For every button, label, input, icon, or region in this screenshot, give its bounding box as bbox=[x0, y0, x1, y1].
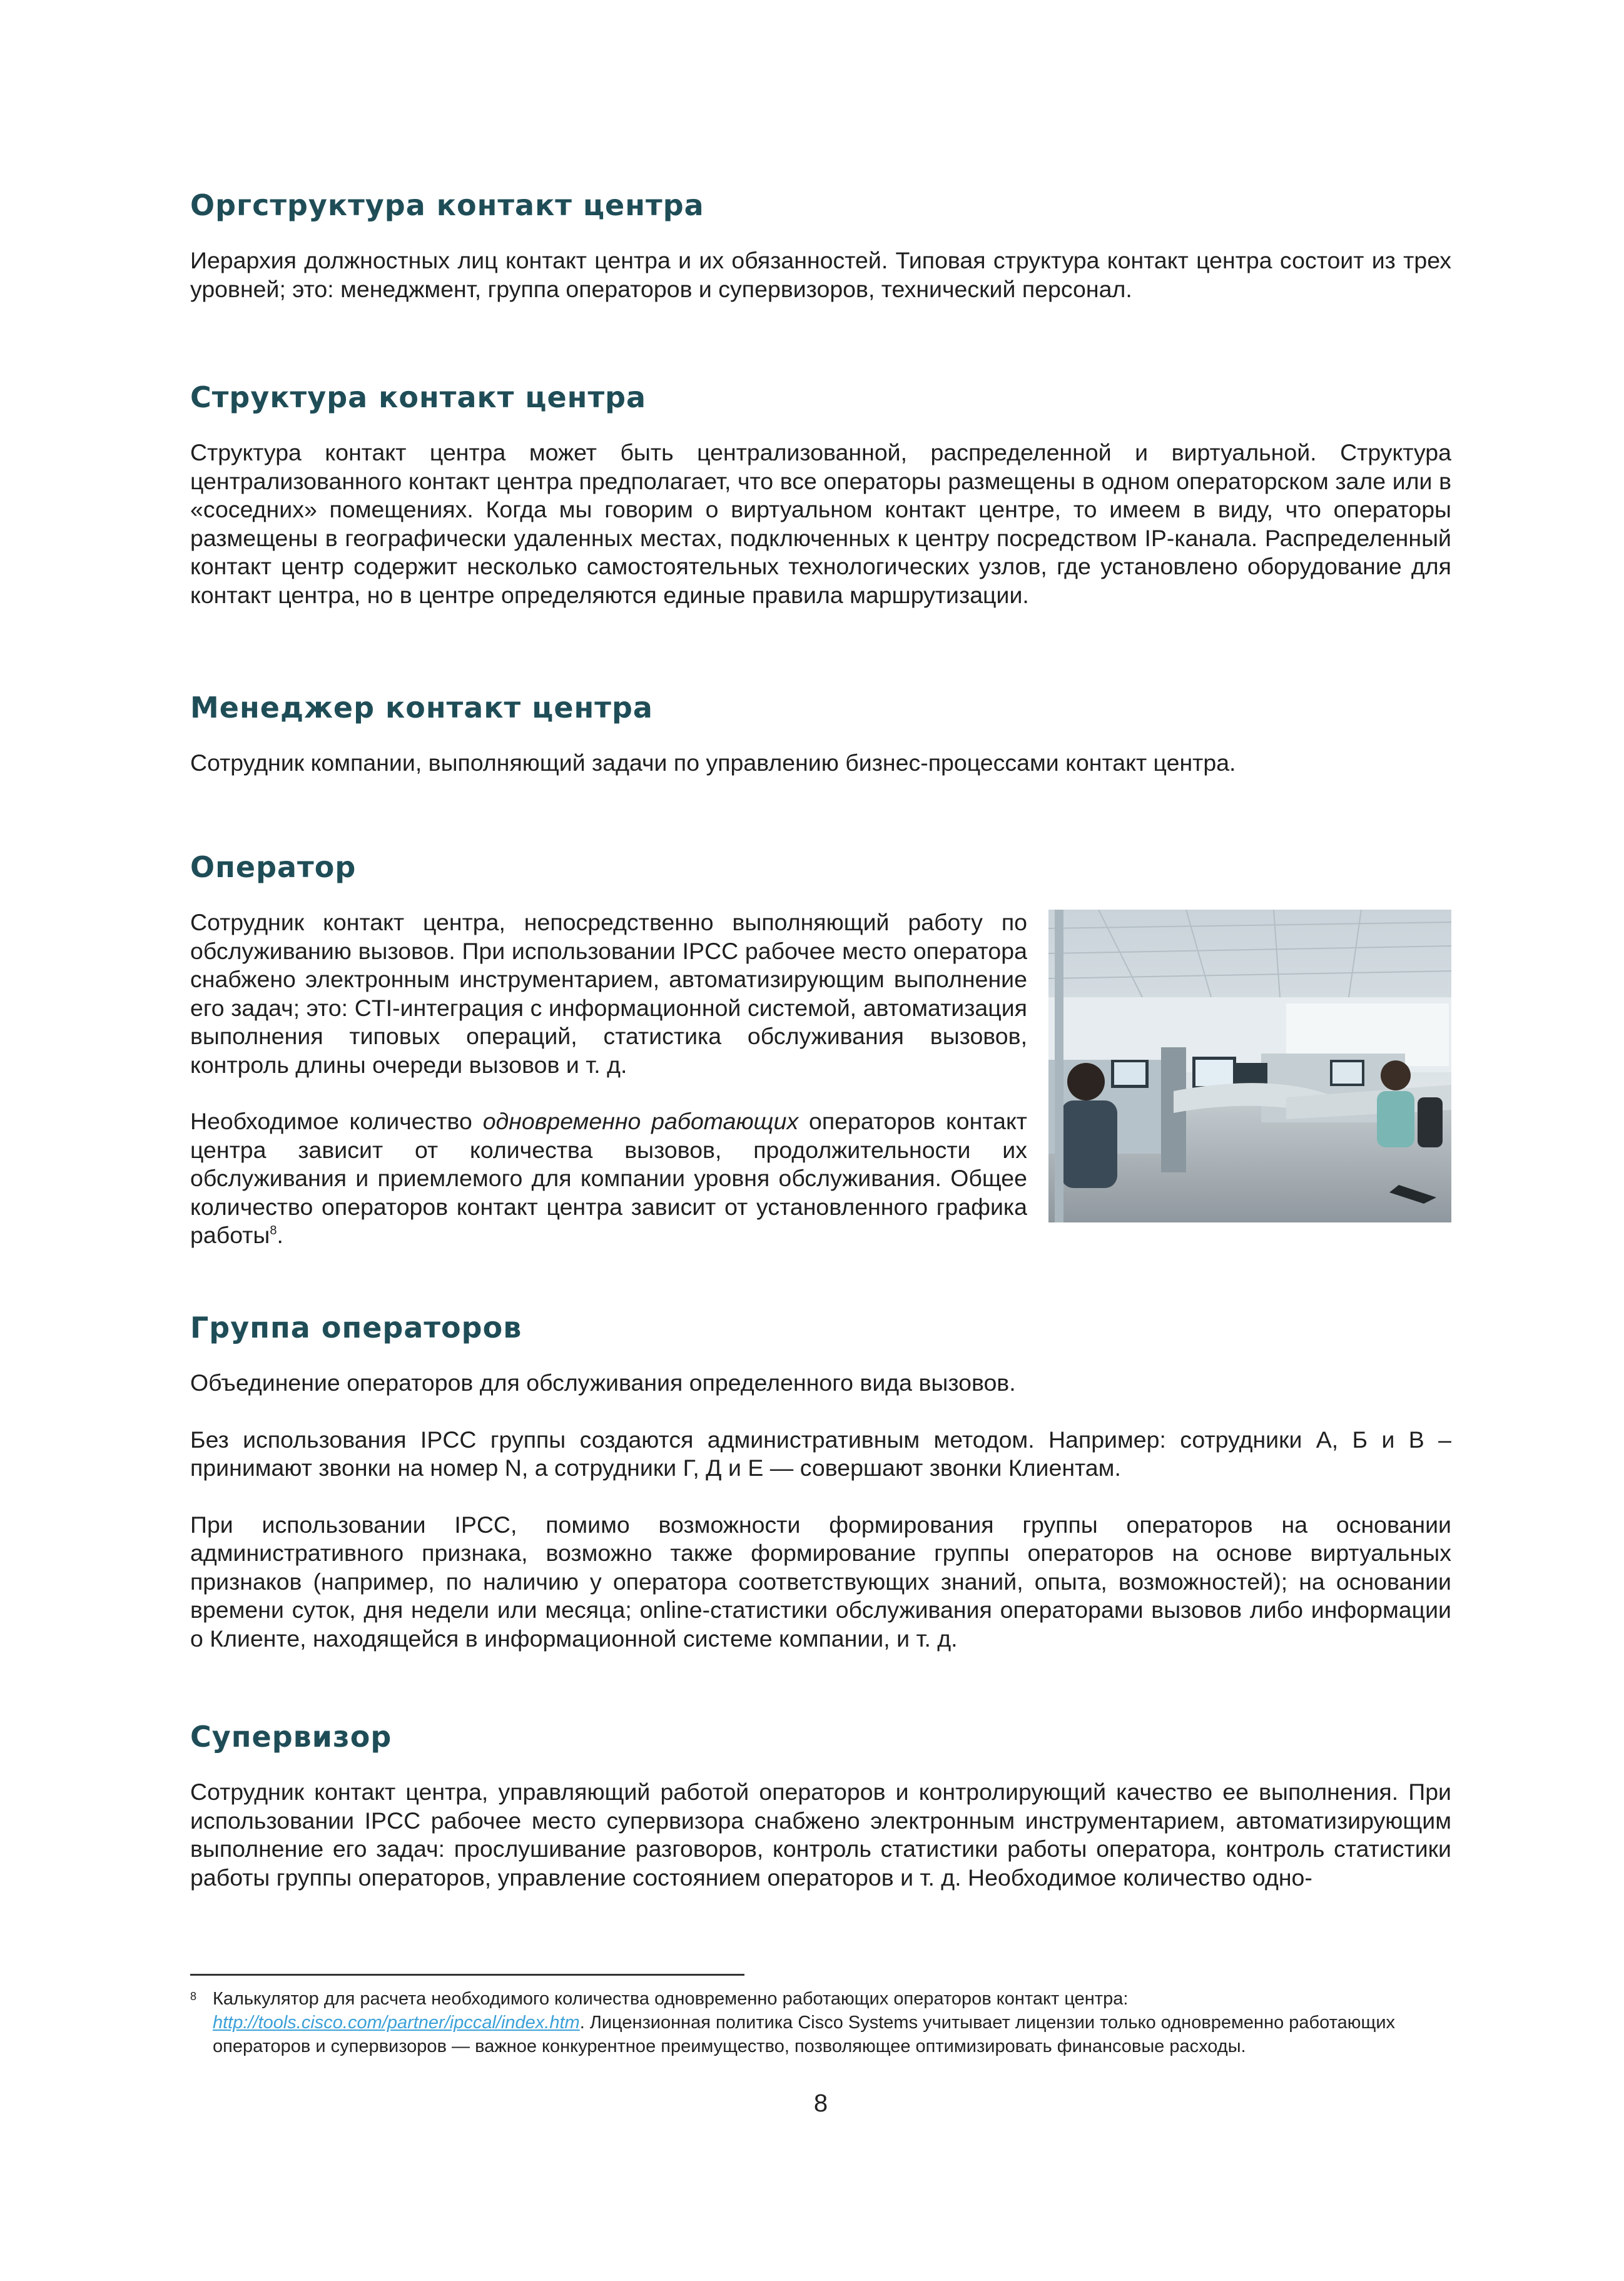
section-paragraph: Объединение операторов для обслуживания определенного вида вызовов. bbox=[190, 1369, 1016, 1396]
section-title: Менеджер контакт центра bbox=[190, 691, 653, 724]
footnote-number: 8 bbox=[190, 1990, 197, 2003]
footnote-text: Калькулятор для расчета необходимого количества одновременно работающих операторов контакт центра: bbox=[213, 1989, 1129, 2009]
section-org-structure bbox=[190, 186, 1451, 303]
section-title: Оргструктура контакт центра bbox=[190, 188, 704, 222]
footnote bbox=[190, 1987, 1451, 2058]
call-center-photo bbox=[1048, 910, 1451, 1222]
section-paragraph: Сотрудник контакт центра, управляющий работой операторов и контролирующий качество ее выполнения. При использовании IPCC рабочее место супервизора снабжено электронным инструментарием, автоматизирующим выполнение его задач: прослушивание разговоров, контроль статистики работы оператора, контроль статистики работы группы операторов, управление состоянием операторов и т. д. Необходимое количество одно- bbox=[190, 1779, 1451, 1891]
section-title: Оператор bbox=[190, 850, 357, 884]
text-run: операторов контакт центра зависит от количества вызовов, продолжительности их обслуживания и приемлемого для компании уровня обслуживания. Общее количество операторов контакт центра зависит от установленного графика работы bbox=[190, 1108, 1027, 1248]
page-number: 8 bbox=[813, 2090, 828, 2117]
section-title: Супервизор bbox=[190, 1720, 392, 1754]
section-paragraph-2 bbox=[190, 1107, 1027, 1250]
section-paragraph: Сотрудник контакт центра, непосредственно выполняющий работу по обслуживанию вызовов. При использовании IPCC рабочее место оператора снабжено электронным инструментарием, автоматизирующим выполнение его задач; это: CTI-интеграция с информационной системой, автоматизация выполнения типовых операций, статистика обслуживания вызовов, контроль длины очереди вызовов и т. д. bbox=[190, 909, 1027, 1078]
section-paragraph: Структура контакт центра может быть централизованной, распределенной и виртуальной. Структура централизованного контакт центра предполагает, что все операторы размещены в одном операторском зале или в «соседних» помещениях. Когда мы говорим о виртуальном контакт центре, то имеем в виду, что операторы размещены в географически удаленных местах, подключенных к центру посредством IP-канала. Распределенный контакт центр содержит несколько самостоятельных технологических узлов, где установлено оборудование для контакт центра, но в центре определяются единые правила маршрутизации. bbox=[190, 439, 1451, 608]
section-title: Группа операторов bbox=[190, 1311, 522, 1344]
section-paragraph: Иерархия должностных лиц контакт центра и их обязанностей. Типовая структура контакт центра состоит из трех уровней; это: менеджмент, группа операторов и супервизоров, технический персонал. bbox=[190, 247, 1451, 302]
italic-text: одновременно работающих bbox=[482, 1108, 799, 1134]
section-structure bbox=[190, 378, 1451, 609]
section-supervisor bbox=[190, 1718, 1451, 1892]
footnote-text-after: . Лицензионная политика Cisco Systems учитывает лицензии только одновременно работающих операторов и супервизоров — важное конкурентное преимущество, позволяющее оптимизировать финансовые расходы. bbox=[213, 2013, 1396, 2056]
footnote-link[interactable]: http://tools.cisco.com/partner/ipccal/index.htm bbox=[213, 2013, 580, 2033]
footnote-divider bbox=[190, 1974, 744, 1976]
footnote-ref[interactable]: 8 bbox=[270, 1224, 277, 1237]
section-paragraph: При использовании IPCC, помимо возможности формирования группы операторов на основании административного признака, возможно также формирование группы операторов на основе виртуальных признаков (например, по наличию у оператора соответствующих знаний, опыта, возможностей); на основании времени суток, дня недели или месяца; online-статистики обслуживания операторами вызовов либо информации о Клиенте, находящейся в информационной системе компании, и т. д. bbox=[190, 1511, 1451, 1652]
document-page bbox=[190, 0, 1451, 2281]
section-paragraph: Сотрудник компании, выполняющий задачи по управлению бизнес-процессами контакт центра. bbox=[190, 749, 1236, 776]
text-run: Необходимое количество bbox=[190, 1108, 483, 1134]
section-title: Структура контакт центра bbox=[190, 380, 647, 414]
footnote-body bbox=[213, 1987, 1451, 2058]
section-manager bbox=[190, 689, 1451, 778]
text-run: . bbox=[277, 1222, 283, 1248]
section-operator-group bbox=[190, 1309, 1451, 1653]
section-paragraph: Без использования IPCC группы создаются административным методом. Например: сотрудники А, Б и В – принимают звонки на номер N, а сотрудники Г, Д и Е — совершают звонки Клиентам. bbox=[190, 1426, 1451, 1481]
